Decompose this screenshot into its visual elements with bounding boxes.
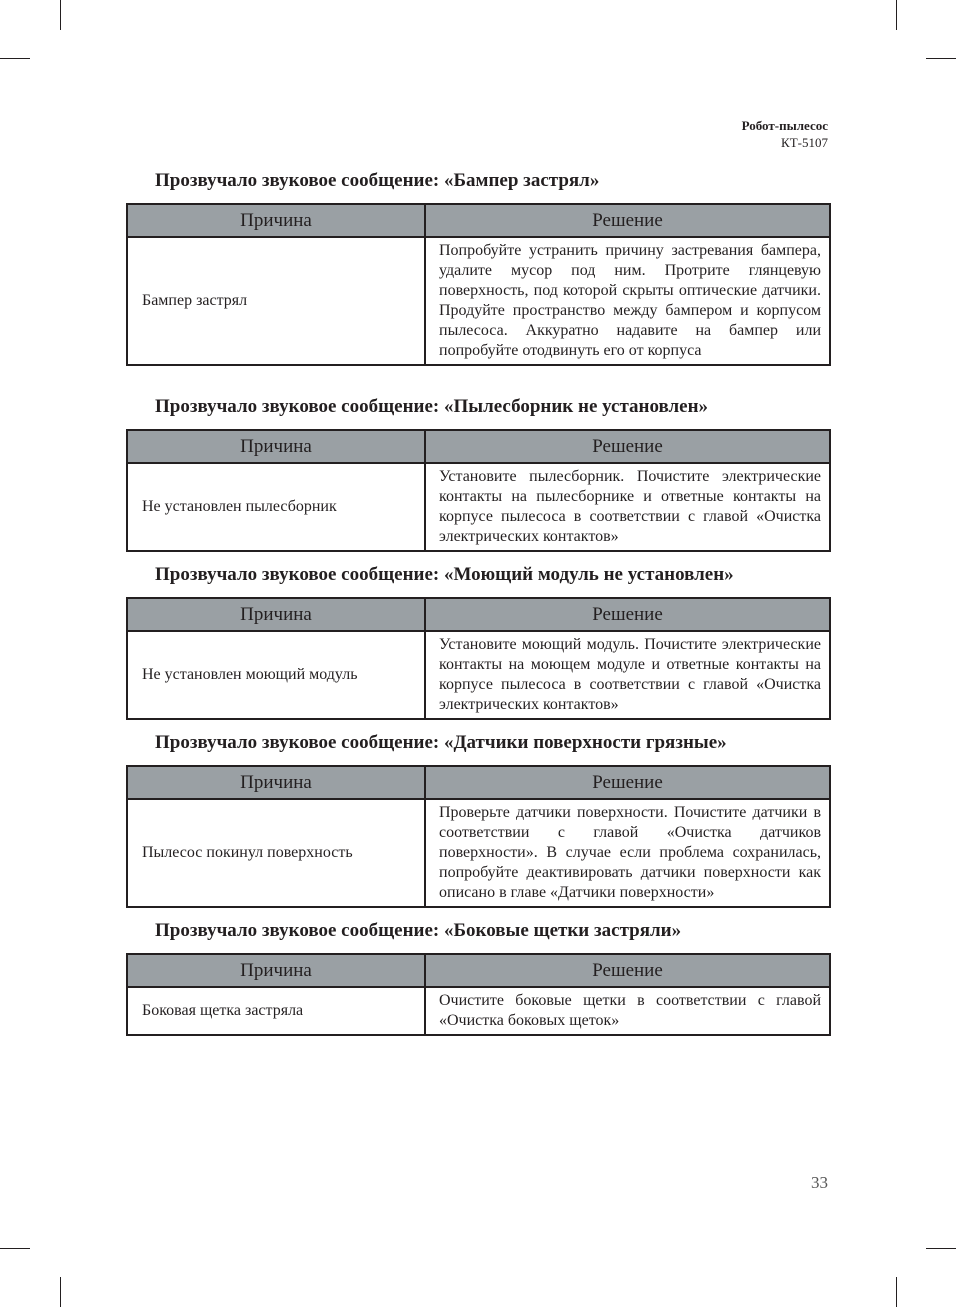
- table-header-row: [127, 430, 830, 463]
- column-header-solution: Решение: [425, 430, 830, 463]
- cause-cell: Бампер застрял: [127, 237, 425, 365]
- column-header-solution: Решение: [425, 766, 830, 799]
- cause-cell: Пылесос покинул поверхность: [127, 799, 425, 907]
- header-product: Робот-пылесос: [741, 118, 828, 133]
- column-header-cause: Причина: [127, 204, 425, 237]
- troubleshooting-table: [126, 765, 831, 908]
- solution-cell: Очистите боковые щетки в соответствии с главой «Очистка боковых щеток»: [425, 987, 830, 1035]
- solution-cell: Попробуйте устранить причину застревания бампера, удалите мусор под ним. Протрите глянцевую поверхность, под которой скрыты оптические датчики. Продуйте пространство между бампером и корпусом пылесоса. Аккуратно надавите на бампер или попробуйте отодвинуть его от корпуса: [425, 237, 830, 365]
- running-header: [742, 117, 828, 151]
- crop-mark-bottom-left: [60, 1277, 61, 1307]
- header-model: КТ-5107: [781, 135, 828, 150]
- table-row: [127, 237, 830, 365]
- section-side-brushes-stuck: [126, 921, 829, 1036]
- crop-mark-top-left: [60, 0, 61, 30]
- section-dustbin-missing: [126, 397, 829, 552]
- solution-cell: Установите пылесборник. Почистите электрические контакты на пылесборнике и ответные контакты на корпусе пылесоса в соответствии с главой «Очистка электрических контактов»: [425, 463, 830, 551]
- column-header-solution: Решение: [425, 598, 830, 631]
- troubleshooting-table: [126, 597, 831, 720]
- column-header-cause: Причина: [127, 954, 425, 987]
- cause-cell: Не установлен моющий модуль: [127, 631, 425, 719]
- table-header-row: [127, 766, 830, 799]
- column-header-cause: Причина: [127, 766, 425, 799]
- crop-mark-top-right-h: [926, 58, 956, 59]
- table-header-row: [127, 204, 830, 237]
- crop-mark-bottom-right: [896, 1277, 897, 1307]
- section-title: Прозвучало звуковое сообщение: «Пылесборник не установлен»: [155, 396, 709, 417]
- section-title: Прозвучало звуковое сообщение: «Боковые щетки застряли»: [155, 920, 682, 941]
- section-title: Прозвучало звуковое сообщение: «Бампер застрял»: [155, 170, 600, 191]
- table-row: [127, 631, 830, 719]
- section-title: Прозвучало звуковое сообщение: «Датчики поверхности грязные»: [155, 732, 727, 753]
- crop-mark-bottom-left-h: [0, 1248, 30, 1249]
- section-mop-module-missing: [126, 565, 829, 720]
- column-header-solution: Решение: [425, 204, 830, 237]
- column-header-cause: Причина: [127, 430, 425, 463]
- table-row: [127, 463, 830, 551]
- cause-cell: Боковая щетка застряла: [127, 987, 425, 1035]
- section-surface-sensors-dirty: [126, 733, 829, 908]
- crop-mark-top-right: [896, 0, 897, 30]
- column-header-solution: Решение: [425, 954, 830, 987]
- table-header-row: [127, 954, 830, 987]
- column-header-cause: Причина: [127, 598, 425, 631]
- troubleshooting-table: [126, 203, 831, 366]
- solution-cell: Проверьте датчики поверхности. Почистите датчики в соответствии с главой «Очистка датчиков поверхности». В случае если проблема сохранилась, попробуйте деактивировать датчики поверхности как описано в главе «Датчики поверхности»: [425, 799, 830, 907]
- crop-mark-bottom-right-h: [926, 1248, 956, 1249]
- troubleshooting-table: [126, 953, 831, 1036]
- crop-mark-top-left-h: [0, 58, 30, 59]
- section-title: Прозвучало звуковое сообщение: «Моющий модуль не установлен»: [155, 564, 734, 585]
- troubleshooting-table: [126, 429, 831, 552]
- table-row: [127, 799, 830, 907]
- section-bumper-stuck: [126, 171, 829, 366]
- page-number: 33: [811, 1173, 828, 1192]
- table-row: [127, 987, 830, 1035]
- solution-cell: Установите моющий модуль. Почистите электрические контакты на моющем модуле и ответные контакты на корпусе пылесоса в соответствии с главой «Очистка электрических контактов»: [425, 631, 830, 719]
- table-header-row: [127, 598, 830, 631]
- cause-cell: Не установлен пылесборник: [127, 463, 425, 551]
